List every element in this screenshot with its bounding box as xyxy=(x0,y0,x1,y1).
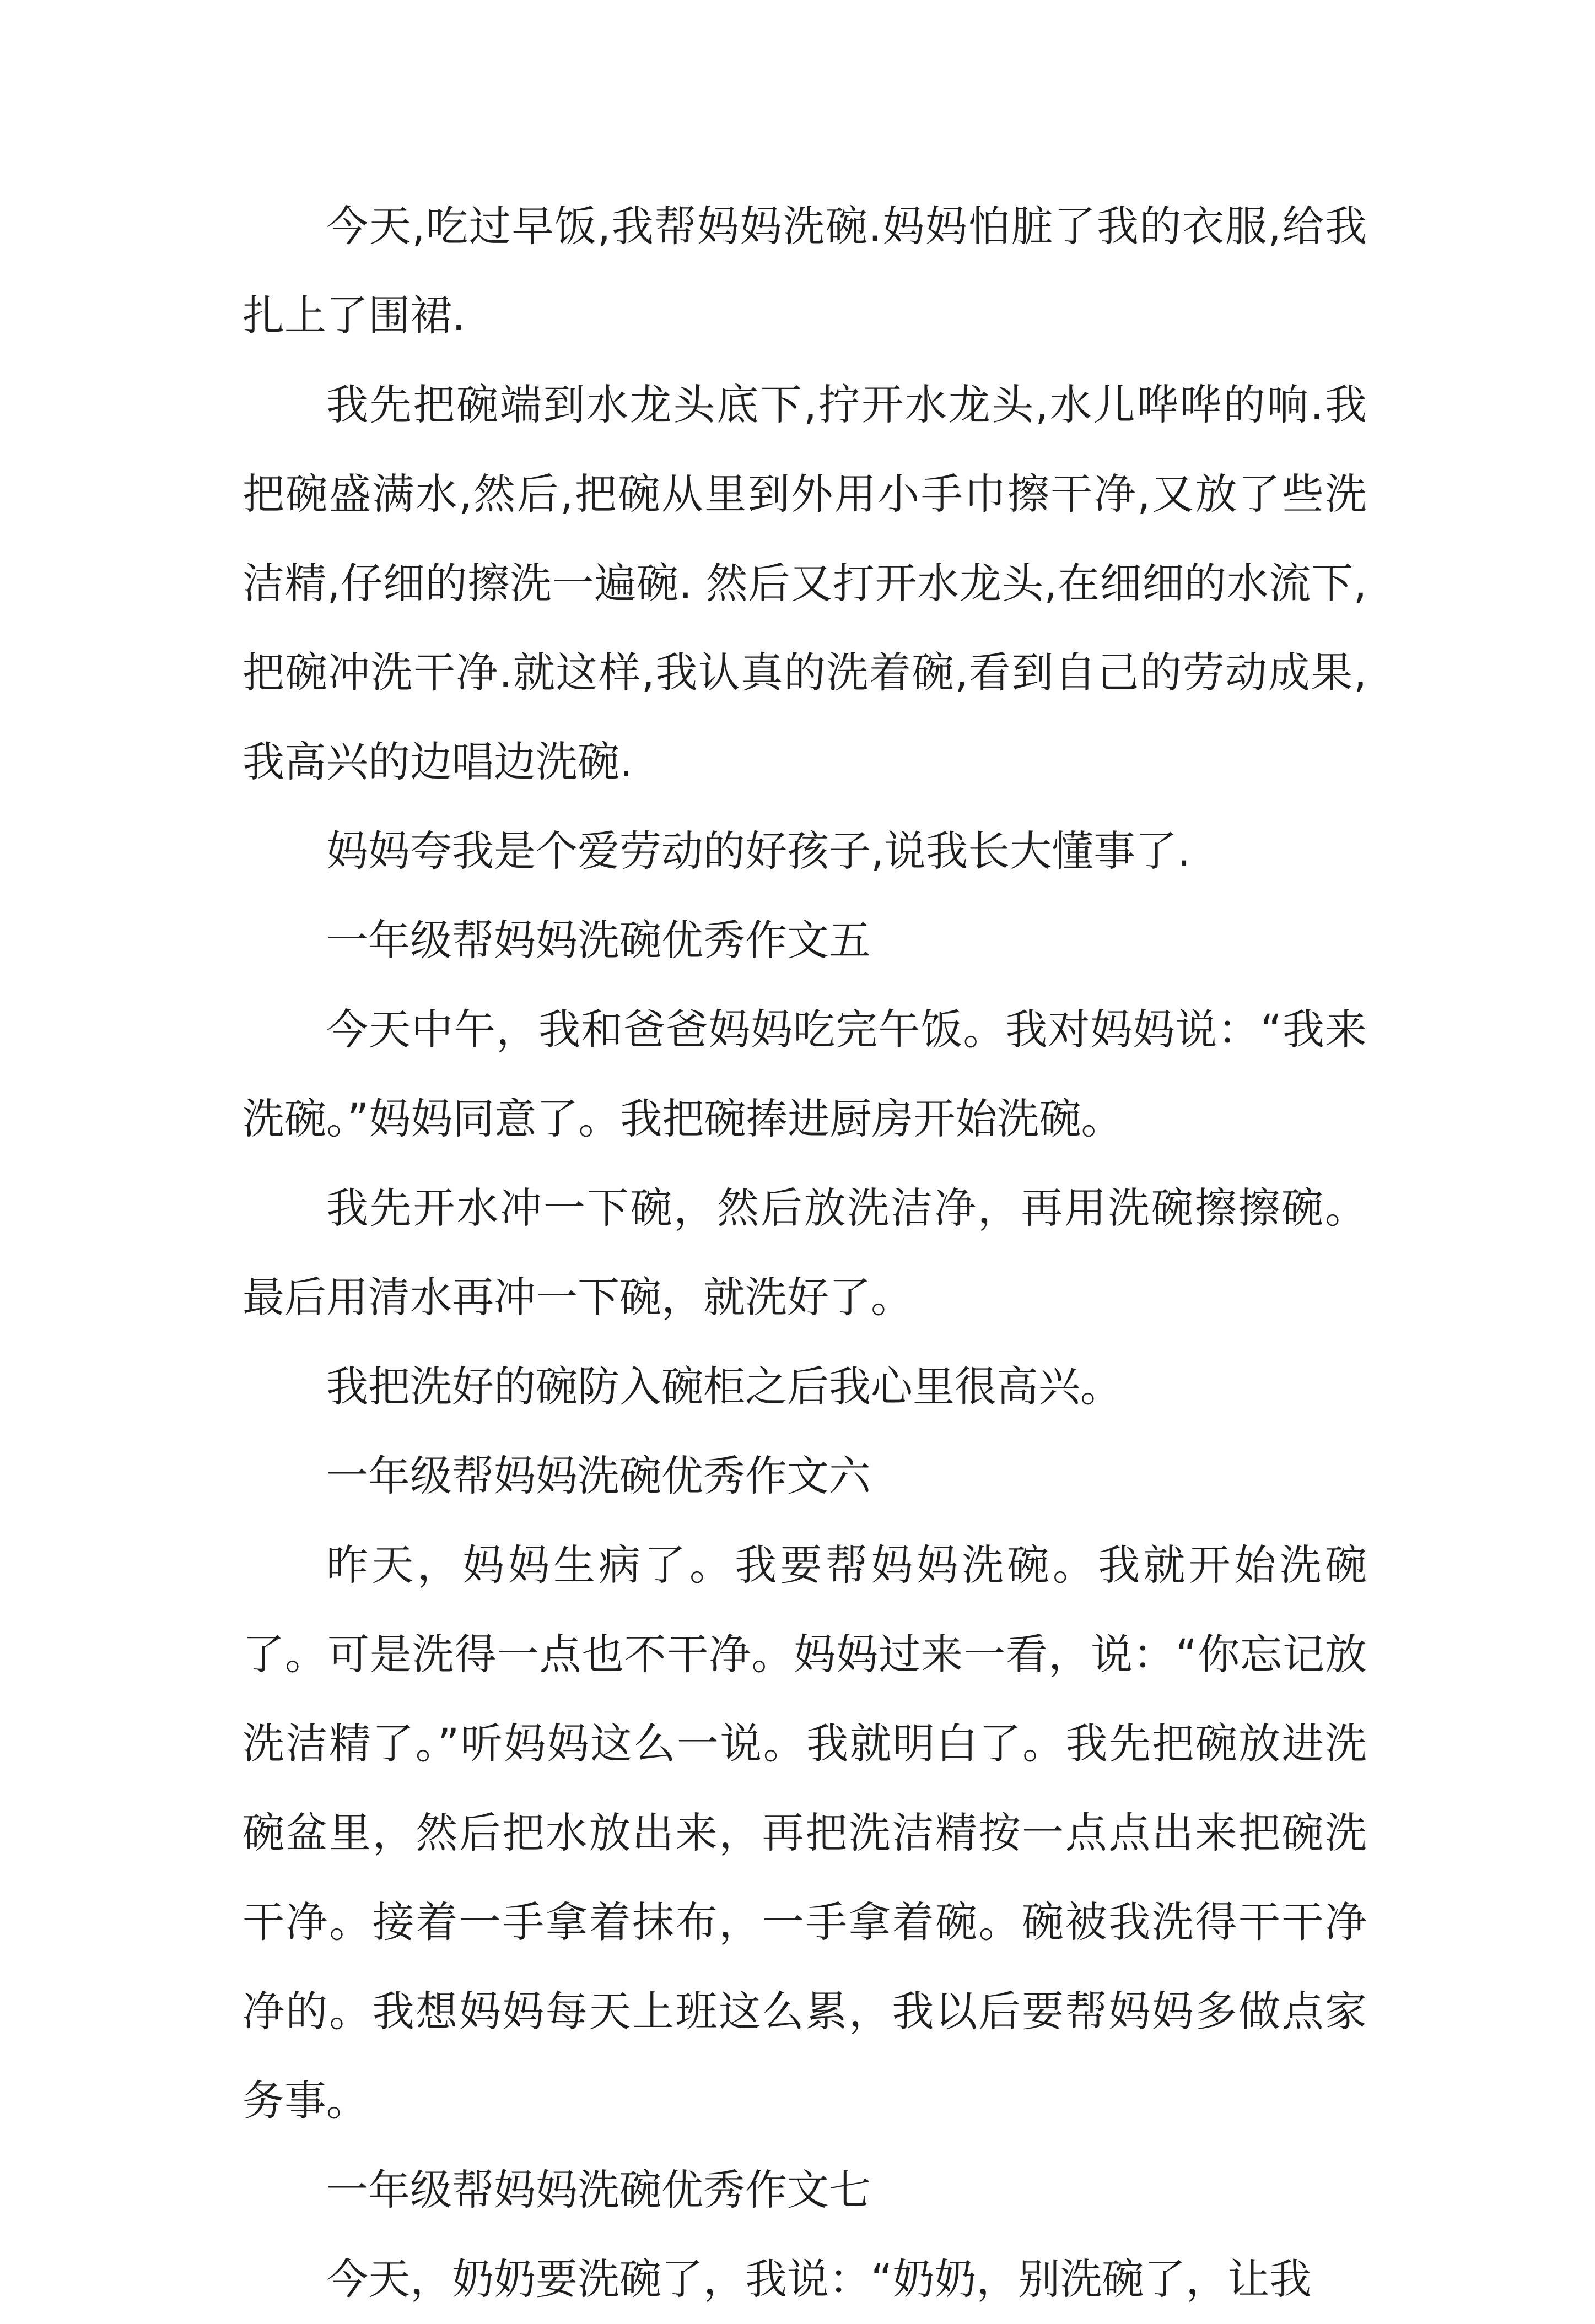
paragraph-2: 我先把碗端到水龙头底下,拧开水龙头,水儿哗哗的响.我把碗盛满水,然后,把碗从里到外用小手巾擦干净,又放了些洗洁精,仔细的擦洗一遍碗. 然后又打开水龙头,在细细的水流下,把碗冲洗干净.就这样,我认真的洗着碗,看到自己的劳动成果,我高兴的边唱边洗碗. xyxy=(243,380,1367,786)
paragraph-7: 昨天，妈妈生病了。我要帮妈妈洗碗。我就开始洗碗了。可是洗得一点也不干净。妈妈过来一看，说：“你忘记放洗洁精了。”听妈妈这么一说。我就明白了。我先把碗放进洗碗盆里，然后把水放出来，再把洗洁精按一点点出来把碗洗干净。接着一手拿着抹布，一手拿着碗。碗被我洗得干干净净的。我想妈妈每天上班这么累，我以后要帮妈妈多做点家务事。 xyxy=(243,1541,1367,2125)
section-heading-6: 一年级帮妈妈洗碗优秀作文六 xyxy=(326,1451,871,1500)
paragraph-4: 今天中午，我和爸爸妈妈吃完午饭。我对妈妈说：“我来洗碗。”妈妈同意了。我把碗捧进厨房开始洗碗。 xyxy=(243,1005,1367,1143)
paragraph-3: 妈妈夸我是个爱劳动的好孩子,说我长大懂事了. xyxy=(326,826,1191,875)
paragraph-6: 我把洗好的碗防入碗柜之后我心里很高兴。 xyxy=(326,1362,1122,1411)
paragraph-8: 今天，奶奶要洗碗了，我说：“奶奶，别洗碗了，让我 xyxy=(326,2255,1312,2304)
paragraph-5: 我先开水冲一下碗，然后放洗洁净，再用洗碗擦擦碗。最后用清水再冲一下碗，就洗好了。 xyxy=(243,1183,1367,1322)
section-heading-5: 一年级帮妈妈洗碗优秀作文五 xyxy=(326,916,871,965)
document-body xyxy=(243,182,1367,2324)
section-heading-7: 一年级帮妈妈洗碗优秀作文七 xyxy=(326,2165,871,2214)
paragraph-1: 今天,吃过早饭,我帮妈妈洗碗.妈妈怕脏了我的衣服,给我扎上了围裙. xyxy=(243,202,1367,340)
